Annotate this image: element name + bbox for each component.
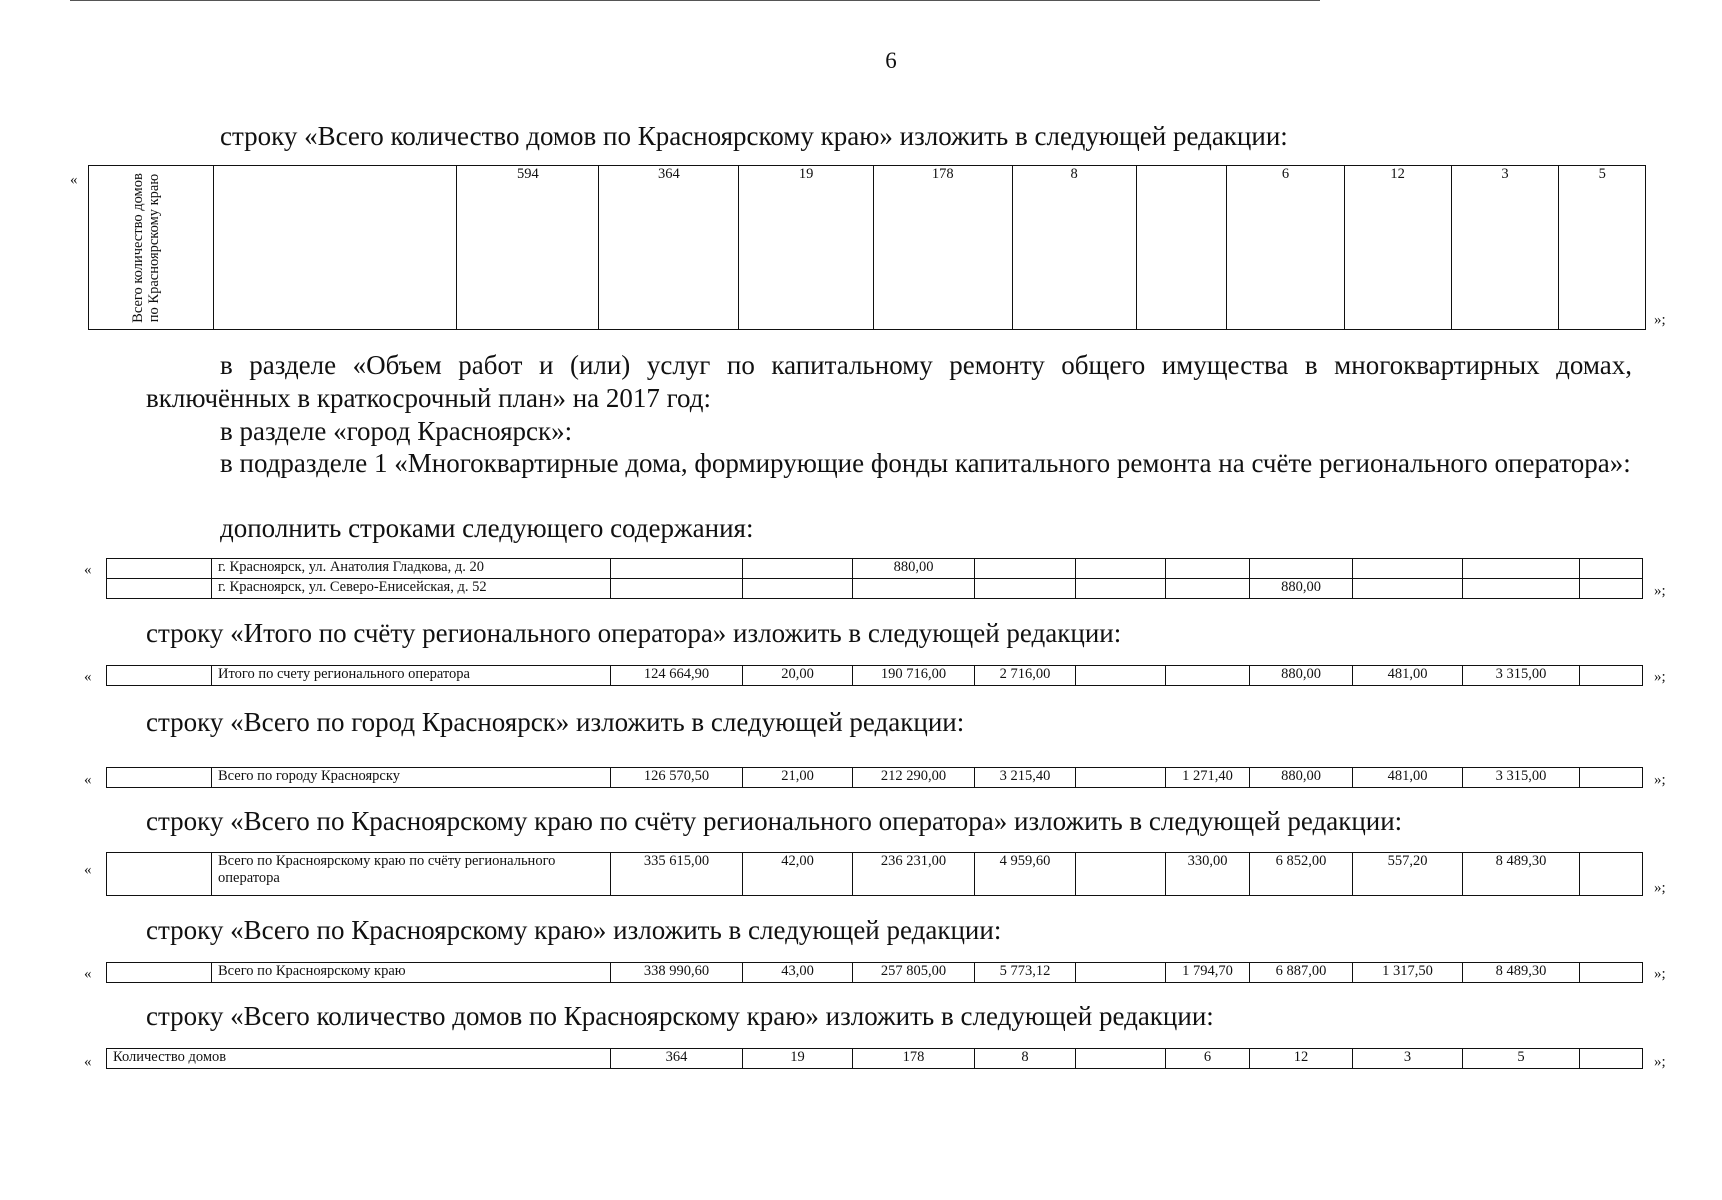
big-table-intro: строку «Всего количество домов по Красноярскому краю» изложить в следующей редакции: — [220, 121, 1288, 151]
table-cell: 3 315,00 — [1463, 768, 1580, 788]
table-cell — [107, 853, 212, 896]
summary-row-table — [106, 962, 1643, 983]
summary-row-table — [106, 1048, 1643, 1069]
table-cell: 257 805,00 — [853, 963, 975, 983]
close-quote: »; — [1654, 1054, 1666, 1070]
table-cell: 124 664,90 — [611, 666, 743, 686]
table-cell: 178 — [853, 1049, 975, 1069]
row-label: Всего по Красноярскому краю — [212, 963, 611, 983]
table-cell: 190 716,00 — [853, 666, 975, 686]
table-cell — [853, 579, 975, 599]
table-cell: 880,00 — [1250, 666, 1353, 686]
table-cell: 178 — [873, 166, 1012, 330]
block-intro: строку «Итого по счёту регионального оператора» изложить в следующей редакции: — [146, 618, 1122, 648]
table-cell — [1136, 166, 1227, 330]
table-cell: 3 — [1353, 1049, 1463, 1069]
table-cell — [1580, 768, 1643, 788]
table-cell: 880,00 — [1250, 579, 1353, 599]
open-quote: « — [84, 1054, 92, 1070]
table-cell: 330,00 — [1166, 853, 1250, 896]
table-cell: 880,00 — [853, 559, 975, 579]
table-cell: 8 — [1012, 166, 1136, 330]
summary-row-table — [106, 852, 1643, 896]
row-label: г. Красноярск, ул. Северо-Енисейская, д. 52 — [212, 579, 611, 599]
table-cell: 3 215,40 — [975, 768, 1076, 788]
table-cell: 2 716,00 — [975, 666, 1076, 686]
table-cell: 1 317,50 — [1353, 963, 1463, 983]
table-cell — [107, 666, 212, 686]
table-cell: 20,00 — [743, 666, 853, 686]
table-cell: 212 290,00 — [853, 768, 975, 788]
table-cell — [1580, 559, 1643, 579]
table-cell: 481,00 — [1353, 768, 1463, 788]
table-cell: 21,00 — [743, 768, 853, 788]
section-paragraph-2: в разделе «город Красноярск»: — [220, 416, 573, 446]
table-cell — [1580, 579, 1643, 599]
section-paragraph-4: дополнить строками следующего содержания: — [220, 513, 754, 543]
table-row — [107, 666, 1643, 686]
table-cell — [1353, 579, 1463, 599]
table-cell: 236 231,00 — [853, 853, 975, 896]
table-cell — [1076, 768, 1166, 788]
table-cell: 12 — [1344, 166, 1451, 330]
block-intro: строку «Всего количество домов по Красноярскому краю» изложить в следующей редакции: — [146, 1001, 1214, 1031]
close-quote: »; — [1654, 312, 1666, 328]
big-summary-table — [88, 165, 1646, 330]
table-cell — [975, 559, 1076, 579]
table-row — [107, 853, 1643, 896]
table-cell — [743, 579, 853, 599]
table-cell — [1250, 559, 1353, 579]
page-number: 6 — [885, 48, 897, 73]
table-cell: 3 — [1451, 166, 1559, 330]
table-cell: 42,00 — [743, 853, 853, 896]
table-cell — [1076, 963, 1166, 983]
table-cell: 481,00 — [1353, 666, 1463, 686]
section-paragraph-1: в разделе «Объем работ и (или) услуг по капитальному ремонту общего имущества в многоквартирных домах, включённых в краткосрочный план» на 2017 год: — [146, 350, 1632, 413]
row-label: г. Красноярск, ул. Анатолия Гладкова, д. 20 — [212, 559, 611, 579]
open-quote: « — [84, 966, 92, 982]
table-cell — [1076, 1049, 1166, 1069]
table-cell: 364 — [599, 166, 739, 330]
table-cell: 6 887,00 — [1250, 963, 1353, 983]
table-cell — [1580, 963, 1643, 983]
close-quote: »; — [1654, 583, 1666, 599]
table-cell — [107, 768, 212, 788]
close-quote: »; — [1654, 669, 1666, 685]
table-cell — [975, 579, 1076, 599]
table-cell — [1353, 559, 1463, 579]
table-cell: 6 852,00 — [1250, 853, 1353, 896]
table-cell: 880,00 — [1250, 768, 1353, 788]
table-cell: 5 — [1463, 1049, 1580, 1069]
table-cell — [1076, 579, 1166, 599]
table-cell: 364 — [611, 1049, 743, 1069]
table-cell — [1580, 1049, 1643, 1069]
table-cell: 335 615,00 — [611, 853, 743, 896]
table-cell: 19 — [743, 1049, 853, 1069]
table-cell: 8 489,30 — [1463, 963, 1580, 983]
block-intro: строку «Всего по Красноярскому краю по счёту регионального оператора» изложить в следующей редакции: — [146, 806, 1403, 836]
summary-row-table — [106, 767, 1643, 788]
summary-row-table — [106, 665, 1643, 686]
table-cell: 1 271,40 — [1166, 768, 1250, 788]
table-cell: 338 990,60 — [611, 963, 743, 983]
table-cell: 19 — [739, 166, 874, 330]
block-intro: строку «Всего по Красноярскому краю» изложить в следующей редакции: — [146, 915, 1002, 945]
open-quote: « — [84, 772, 92, 788]
table-cell — [107, 559, 212, 579]
table-cell — [611, 579, 743, 599]
table-row — [107, 559, 1643, 579]
table-cell: 8 — [975, 1049, 1076, 1069]
table-row — [107, 1049, 1643, 1069]
row-label: Всего по городу Красноярску — [212, 768, 611, 788]
table-row — [89, 166, 1646, 330]
table-cell — [1580, 666, 1643, 686]
open-quote: « — [70, 172, 78, 188]
table-cell — [107, 963, 212, 983]
row-label: Количество домов — [107, 1049, 611, 1069]
open-quote: « — [84, 862, 92, 878]
table-cell — [1166, 666, 1250, 686]
close-quote: »; — [1654, 966, 1666, 982]
table-cell: 6 — [1166, 1049, 1250, 1069]
table-cell — [1166, 579, 1250, 599]
table-cell: 12 — [1250, 1049, 1353, 1069]
added-rows-table — [106, 558, 1643, 599]
table-cell — [1580, 853, 1643, 896]
table-cell — [1463, 579, 1580, 599]
rotated-row-label: Всего количество домов по Красноярскому краю — [130, 173, 162, 323]
table-cell — [743, 559, 853, 579]
section-paragraph-3: в подразделе 1 «Многоквартирные дома, формирующие фонды капитального ремонта на счёте регионального оператора»: — [220, 448, 1631, 478]
table-cell — [213, 166, 456, 330]
table-cell — [1166, 559, 1250, 579]
open-quote: « — [84, 669, 92, 685]
table-cell — [107, 579, 212, 599]
table-cell: 1 794,70 — [1166, 963, 1250, 983]
table-row — [107, 579, 1643, 599]
table-cell: 5 773,12 — [975, 963, 1076, 983]
table-cell: 4 959,60 — [975, 853, 1076, 896]
table-cell: 6 — [1227, 166, 1344, 330]
row-label: Всего по Красноярскому краю по счёту регионального оператора — [212, 853, 611, 896]
table-cell: 3 315,00 — [1463, 666, 1580, 686]
block-intro: строку «Всего по город Красноярск» изложить в следующей редакции: — [146, 707, 965, 737]
table-cell — [1076, 666, 1166, 686]
table-cell — [611, 559, 743, 579]
table-cell: 557,20 — [1353, 853, 1463, 896]
table-cell — [1076, 559, 1166, 579]
table-cell: 126 570,50 — [611, 768, 743, 788]
close-quote: »; — [1654, 880, 1666, 896]
table-cell: 43,00 — [743, 963, 853, 983]
table-cell: 594 — [457, 166, 599, 330]
table-row — [107, 963, 1643, 983]
table-cell: 8 489,30 — [1463, 853, 1580, 896]
row-label: Итого по счету регионального оператора — [212, 666, 611, 686]
top-scan-rule — [70, 0, 1320, 1]
close-quote: »; — [1654, 772, 1666, 788]
open-quote: « — [84, 562, 92, 578]
table-cell — [1463, 559, 1580, 579]
table-cell — [1076, 853, 1166, 896]
table-row — [107, 768, 1643, 788]
table-cell: 5 — [1559, 166, 1646, 330]
